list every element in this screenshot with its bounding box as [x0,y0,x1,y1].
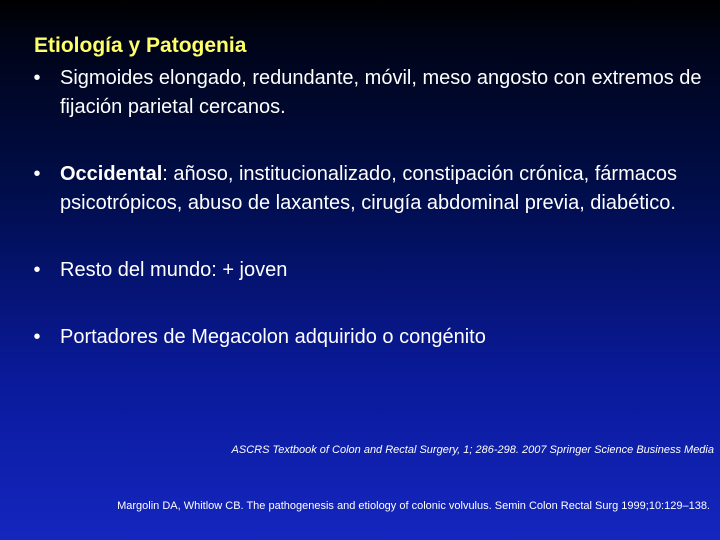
bullet-text: : añoso, institucionalizado, constipación crónica, fármacos psicotrópicos, abuso de laxantes, cirugía abdominal previa, diabético. [60,163,677,214]
bullet-dot-icon: • [33,67,41,89]
bullet-item [30,256,710,285]
bullet-bold-term: Occidental [60,163,163,185]
bullet-text: Portadores de Megacolon adquirido o congénito [60,326,486,348]
bullet-item [30,160,710,218]
bullet-text: Sigmoides elongado, redundante, móvil, meso angosto con extremos de fijación parietal cercanos. [60,67,702,118]
reference-article: Margolin DA, Whitlow CB. The pathogenesis and etiology of colonic volvulus. Semin Colon Rectal Surg 1999;10:129–138. [117,500,710,512]
bullet-item [30,64,710,122]
bullet-dot-icon: • [33,326,41,348]
bullet-dot-icon: • [33,163,41,185]
bullet-text: Resto del mundo: + joven [60,259,288,281]
reference-textbook: ASCRS Textbook of Colon and Rectal Surgery, 1; 286-298. 2007 Springer Science Business Media [231,444,714,456]
bullet-item [30,323,710,352]
bullet-dot-icon: • [33,259,41,281]
slide-title: Etiología y Patogenia [34,34,247,57]
bullet-list [30,64,710,352]
